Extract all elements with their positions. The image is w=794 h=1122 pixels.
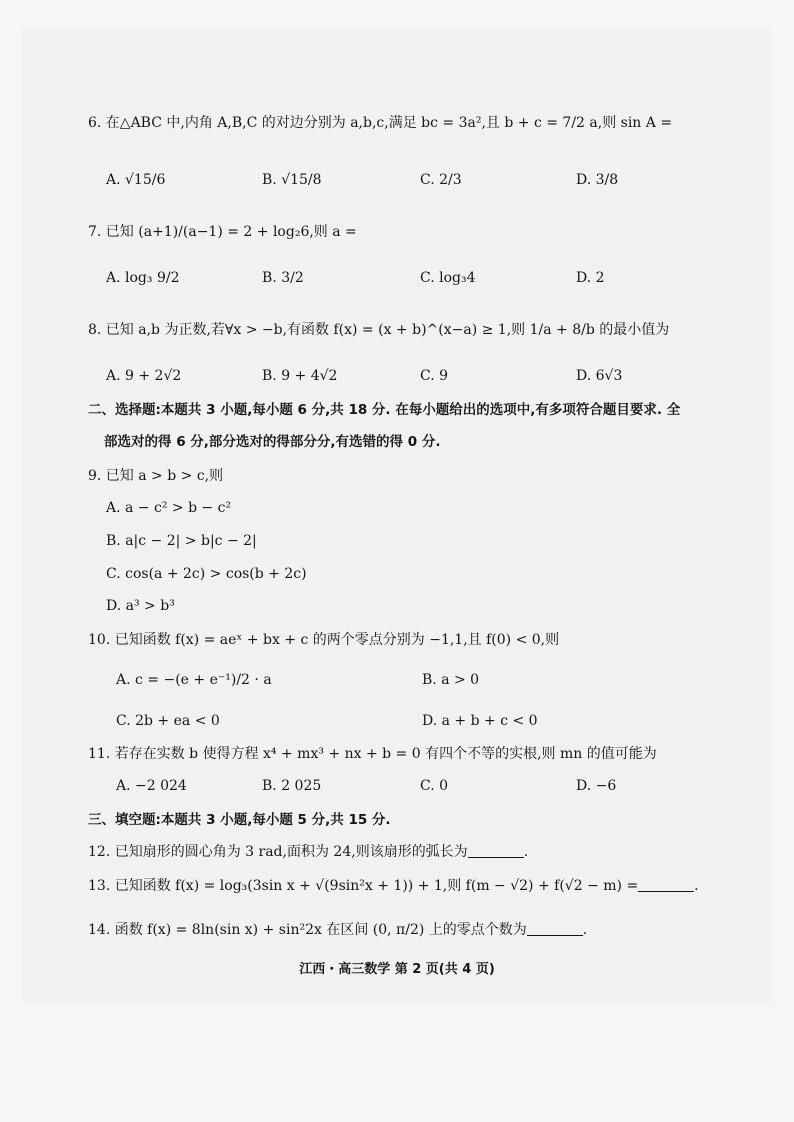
q11-stem: 11. 若存在实数 b 使得方程 x⁴ + mx³ + nx + b = 0 有四个不等的实根,则 mn 的值可能为 bbox=[88, 746, 657, 762]
q11-option-b: B. 2 025 bbox=[262, 778, 322, 794]
q10-option-b: B. a > 0 bbox=[422, 672, 480, 688]
q10-option-a: A. c = −(e + e⁻¹)/2 · a bbox=[116, 672, 272, 688]
q7-option-c: C. log₃4 bbox=[420, 270, 476, 286]
q9-option-d: D. a³ > b³ bbox=[106, 598, 175, 614]
q10-stem: 10. 已知函数 f(x) = aeˣ + bx + c 的两个零点分别为 −1,1,且 f(0) < 0,则 bbox=[88, 632, 560, 648]
q8-option-d: D. 6√3 bbox=[576, 368, 623, 384]
q11-option-a: A. −2 024 bbox=[116, 778, 187, 794]
q6-stem: 6. 在△ABC 中,内角 A,B,C 的对边分别为 a,b,c,满足 bc = 3a²,且 b + c = 7/2 a,则 sin A = bbox=[88, 115, 673, 131]
q13-stem: 13. 已知函数 f(x) = log₃(3sin x + √(9sin²x + 1)) + 1,则 f(m − √2) + f(√2 − m) = bbox=[88, 878, 639, 894]
q7-option-b: B. 3/2 bbox=[262, 270, 304, 286]
q13-period: . bbox=[694, 878, 699, 894]
q9-option-c: C. cos(a + 2c) > cos(b + 2c) bbox=[106, 566, 307, 582]
section3-heading: 三、填空题:本题共 3 小题,每小题 5 分,共 15 分. bbox=[88, 812, 391, 828]
q12-stem: 12. 已知扇形的圆心角为 3 rad,面积为 24,则该扇形的弧长为 bbox=[88, 844, 468, 860]
q10-option-c: C. 2b + ea < 0 bbox=[116, 713, 220, 729]
section2-heading: 二、选择题:本题共 3 小题,每小题 6 分,共 18 分. 在每小题给出的选项中,有多项符合题目要求. 全 bbox=[88, 402, 681, 418]
q12-answer-blank[interactable] bbox=[468, 843, 524, 858]
q9-stem: 9. 已知 a > b > c,则 bbox=[88, 468, 224, 484]
q12-line bbox=[88, 842, 528, 862]
q11-option-d: D. −6 bbox=[576, 778, 617, 794]
q11-option-c: C. 0 bbox=[420, 778, 449, 794]
q14-period: . bbox=[582, 922, 588, 938]
q6-option-b: B. √15/8 bbox=[262, 172, 322, 188]
q9-option-a: A. a − c² > b − c² bbox=[106, 500, 232, 516]
q7-option-a: A. log₃ 9/2 bbox=[106, 270, 180, 286]
q13-line bbox=[88, 876, 699, 896]
section2-heading-cont: 部选对的得 6 分,部分选对的得部分分,有选错的得 0 分. bbox=[104, 434, 441, 450]
q8-option-b: B. 9 + 4√2 bbox=[262, 368, 338, 384]
q7-option-d: D. 2 bbox=[576, 270, 605, 286]
q6-option-d: D. 3/8 bbox=[576, 172, 619, 188]
q14-stem: 14. 函数 f(x) = 8ln(sin x) + sin²2x 在区间 (0, π/2) 上的零点个数为 bbox=[88, 922, 527, 938]
q8-option-a: A. 9 + 2√2 bbox=[106, 368, 182, 384]
q8-option-c: C. 9 bbox=[420, 368, 449, 384]
q7-stem: 7. 已知 (a+1)/(a−1) = 2 + log₂6,则 a = bbox=[88, 224, 357, 240]
q12-period: . bbox=[523, 844, 529, 860]
q8-stem: 8. 已知 a,b 为正数,若∀x > −b,有函数 f(x) = (x + b)^(x−a) ≥ 1,则 1/a + 8/b 的最小值为 bbox=[88, 322, 670, 338]
q14-answer-blank[interactable] bbox=[527, 921, 583, 936]
q6-option-c: C. 2/3 bbox=[420, 172, 462, 188]
q6-option-a: A. √15/6 bbox=[106, 172, 166, 188]
q14-line bbox=[88, 920, 587, 940]
q9-option-b: B. a|c − 2| > b|c − 2| bbox=[106, 533, 257, 549]
page-footer: 江西・高三数学 第 2 页(共 4 页) bbox=[299, 962, 495, 977]
q10-option-d: D. a + b + c < 0 bbox=[422, 713, 538, 729]
q13-answer-blank[interactable] bbox=[638, 877, 694, 892]
